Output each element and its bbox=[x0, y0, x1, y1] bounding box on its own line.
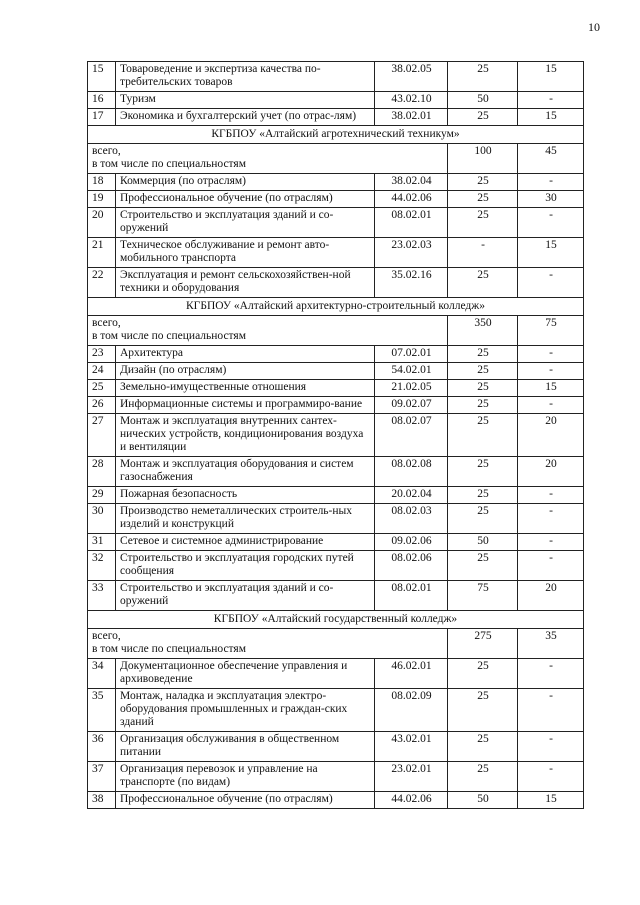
total-label-line1: всего, bbox=[92, 630, 121, 642]
value-a: 25 bbox=[448, 208, 518, 238]
specialty-name: Техническое обслуживание и ремонт авто-мобильного транспорта bbox=[116, 238, 375, 268]
total-row bbox=[88, 629, 584, 659]
specialty-code: 08.02.08 bbox=[375, 457, 448, 487]
value-b: 20 bbox=[518, 414, 584, 457]
institution-title: КГБПОУ «Алтайский архитектурно-строительный колледж» bbox=[88, 298, 584, 316]
row-number: 22 bbox=[88, 268, 116, 298]
specialty-code: 20.02.04 bbox=[375, 487, 448, 504]
value-a: 25 bbox=[448, 380, 518, 397]
specialty-name: Архитектура bbox=[116, 346, 375, 363]
total-value-b: 45 bbox=[518, 144, 584, 174]
table-row bbox=[88, 109, 584, 126]
total-label-line2: в том числе по специальностям bbox=[92, 158, 246, 170]
row-number: 17 bbox=[88, 109, 116, 126]
table-row bbox=[88, 659, 584, 689]
specialty-code: 38.02.04 bbox=[375, 174, 448, 191]
total-label bbox=[88, 144, 448, 174]
value-b: - bbox=[518, 363, 584, 380]
specialty-code: 38.02.01 bbox=[375, 109, 448, 126]
row-number: 20 bbox=[88, 208, 116, 238]
table-row bbox=[88, 380, 584, 397]
table-row bbox=[88, 487, 584, 504]
specialty-code: 54.02.01 bbox=[375, 363, 448, 380]
total-row bbox=[88, 316, 584, 346]
specialty-name: Товароведение и экспертиза качества по-требительских товаров bbox=[116, 62, 375, 92]
table-row bbox=[88, 92, 584, 109]
value-b: 15 bbox=[518, 792, 584, 809]
specialty-code: 07.02.01 bbox=[375, 346, 448, 363]
value-b: - bbox=[518, 689, 584, 732]
value-a: 25 bbox=[448, 397, 518, 414]
total-row bbox=[88, 144, 584, 174]
table-row bbox=[88, 191, 584, 208]
specialty-name: Экономика и бухгалтерский учет (по отрас-лям) bbox=[116, 109, 375, 126]
value-a: 50 bbox=[448, 92, 518, 109]
institution-title: КГБПОУ «Алтайский государственный колледж» bbox=[88, 611, 584, 629]
specialty-code: 23.02.03 bbox=[375, 238, 448, 268]
section-row bbox=[88, 126, 584, 144]
table-row bbox=[88, 689, 584, 732]
row-number: 18 bbox=[88, 174, 116, 191]
specialty-code: 08.02.01 bbox=[375, 208, 448, 238]
row-number: 36 bbox=[88, 732, 116, 762]
table-row bbox=[88, 581, 584, 611]
table-row bbox=[88, 414, 584, 457]
table-row bbox=[88, 346, 584, 363]
row-number: 26 bbox=[88, 397, 116, 414]
row-number: 37 bbox=[88, 762, 116, 792]
value-a: 75 bbox=[448, 581, 518, 611]
row-number: 34 bbox=[88, 659, 116, 689]
value-a: 50 bbox=[448, 534, 518, 551]
specialty-code: 44.02.06 bbox=[375, 792, 448, 809]
table-row bbox=[88, 504, 584, 534]
specialty-code: 21.02.05 bbox=[375, 380, 448, 397]
value-b: 15 bbox=[518, 238, 584, 268]
table-row bbox=[88, 762, 584, 792]
value-b: - bbox=[518, 346, 584, 363]
specialty-name: Организация обслуживания в общественном питании bbox=[116, 732, 375, 762]
value-a: 25 bbox=[448, 762, 518, 792]
specialty-name: Земельно-имущественные отношения bbox=[116, 380, 375, 397]
specialty-code: 35.02.16 bbox=[375, 268, 448, 298]
specialty-name: Монтаж и эксплуатация оборудования и систем газоснабжения bbox=[116, 457, 375, 487]
total-value-b: 75 bbox=[518, 316, 584, 346]
value-a: 25 bbox=[448, 268, 518, 298]
value-a: 25 bbox=[448, 62, 518, 92]
specialty-code: 08.02.09 bbox=[375, 689, 448, 732]
specialty-code: 08.02.03 bbox=[375, 504, 448, 534]
value-b: - bbox=[518, 732, 584, 762]
specialty-name: Документационное обеспечение управления и архивоведение bbox=[116, 659, 375, 689]
value-b: - bbox=[518, 268, 584, 298]
specialty-code: 09.02.06 bbox=[375, 534, 448, 551]
total-value-a: 275 bbox=[448, 629, 518, 659]
row-number: 16 bbox=[88, 92, 116, 109]
value-a: 25 bbox=[448, 457, 518, 487]
value-b: - bbox=[518, 534, 584, 551]
value-a: 25 bbox=[448, 363, 518, 380]
total-label bbox=[88, 316, 448, 346]
row-number: 35 bbox=[88, 689, 116, 732]
value-b: - bbox=[518, 551, 584, 581]
specialty-name: Строительство и эксплуатация зданий и со-оружений bbox=[116, 581, 375, 611]
specialty-name: Профессиональное обучение (по отраслям) bbox=[116, 191, 375, 208]
specialty-name: Профессиональное обучение (по отраслям) bbox=[116, 792, 375, 809]
row-number: 25 bbox=[88, 380, 116, 397]
row-number: 38 bbox=[88, 792, 116, 809]
table-row bbox=[88, 208, 584, 238]
specialty-name: Сетевое и системное администрирование bbox=[116, 534, 375, 551]
table-row bbox=[88, 732, 584, 762]
specialty-name: Производство неметаллических строитель-ных изделий и конструкций bbox=[116, 504, 375, 534]
specialty-code: 43.02.01 bbox=[375, 732, 448, 762]
value-b: 15 bbox=[518, 380, 584, 397]
table-row bbox=[88, 238, 584, 268]
specialty-code: 08.02.01 bbox=[375, 581, 448, 611]
value-b: - bbox=[518, 397, 584, 414]
specialty-name: Коммерция (по отраслям) bbox=[116, 174, 375, 191]
row-number: 19 bbox=[88, 191, 116, 208]
row-number: 29 bbox=[88, 487, 116, 504]
table-row bbox=[88, 268, 584, 298]
value-b: 20 bbox=[518, 581, 584, 611]
total-value-a: 350 bbox=[448, 316, 518, 346]
total-label-line1: всего, bbox=[92, 145, 121, 157]
section-row bbox=[88, 298, 584, 316]
specialty-name: Монтаж, наладка и эксплуатация электро-оборудования промышленных и граждан-ских зданий bbox=[116, 689, 375, 732]
specialty-name: Эксплуатация и ремонт сельскохозяйствен-ной техники и оборудования bbox=[116, 268, 375, 298]
page-number: 10 bbox=[588, 20, 600, 34]
total-value-b: 35 bbox=[518, 629, 584, 659]
section-row bbox=[88, 611, 584, 629]
specialty-code: 09.02.07 bbox=[375, 397, 448, 414]
specialty-name: Строительство и эксплуатация зданий и со-оружений bbox=[116, 208, 375, 238]
value-b: - bbox=[518, 762, 584, 792]
value-b: - bbox=[518, 92, 584, 109]
value-a: 25 bbox=[448, 689, 518, 732]
value-a: 25 bbox=[448, 732, 518, 762]
value-b: 30 bbox=[518, 191, 584, 208]
total-label-line2: в том числе по специальностям bbox=[92, 330, 246, 342]
value-b: - bbox=[518, 208, 584, 238]
table-row bbox=[88, 551, 584, 581]
total-label bbox=[88, 629, 448, 659]
row-number: 21 bbox=[88, 238, 116, 268]
total-label-line1: всего, bbox=[92, 317, 121, 329]
specialty-name: Туризм bbox=[116, 92, 375, 109]
value-b: 15 bbox=[518, 62, 584, 92]
row-number: 28 bbox=[88, 457, 116, 487]
value-a: 25 bbox=[448, 346, 518, 363]
value-a: 25 bbox=[448, 551, 518, 581]
specialty-code: 08.02.06 bbox=[375, 551, 448, 581]
specialty-name: Информационные системы и программиро-вание bbox=[116, 397, 375, 414]
value-a: 25 bbox=[448, 504, 518, 534]
table-row bbox=[88, 457, 584, 487]
specialty-code: 46.02.01 bbox=[375, 659, 448, 689]
specialty-name: Строительство и эксплуатация городских путей сообщения bbox=[116, 551, 375, 581]
specialty-code: 08.02.07 bbox=[375, 414, 448, 457]
specialty-name: Монтаж и эксплуатация внутренних сантех-нических устройств, кондиционирования воздуха и вентиляции bbox=[116, 414, 375, 457]
row-number: 27 bbox=[88, 414, 116, 457]
specialty-name: Дизайн (по отраслям) bbox=[116, 363, 375, 380]
row-number: 23 bbox=[88, 346, 116, 363]
value-a: 25 bbox=[448, 109, 518, 126]
table-row bbox=[88, 363, 584, 380]
total-value-a: 100 bbox=[448, 144, 518, 174]
value-a: 25 bbox=[448, 191, 518, 208]
specialty-code: 43.02.10 bbox=[375, 92, 448, 109]
institution-title: КГБПОУ «Алтайский агротехнический техникум» bbox=[88, 126, 584, 144]
table-row bbox=[88, 62, 584, 92]
row-number: 30 bbox=[88, 504, 116, 534]
table-row bbox=[88, 792, 584, 809]
table-row bbox=[88, 534, 584, 551]
row-number: 33 bbox=[88, 581, 116, 611]
table-row bbox=[88, 397, 584, 414]
specialty-code: 44.02.06 bbox=[375, 191, 448, 208]
value-a: 25 bbox=[448, 659, 518, 689]
row-number: 24 bbox=[88, 363, 116, 380]
value-a: 25 bbox=[448, 487, 518, 504]
table-row bbox=[88, 174, 584, 191]
row-number: 15 bbox=[88, 62, 116, 92]
row-number: 31 bbox=[88, 534, 116, 551]
value-b: - bbox=[518, 174, 584, 191]
value-b: 15 bbox=[518, 109, 584, 126]
value-b: 20 bbox=[518, 457, 584, 487]
value-a: - bbox=[448, 238, 518, 268]
value-b: - bbox=[518, 487, 584, 504]
value-b: - bbox=[518, 659, 584, 689]
value-a: 50 bbox=[448, 792, 518, 809]
specialty-code: 38.02.05 bbox=[375, 62, 448, 92]
value-b: - bbox=[518, 504, 584, 534]
total-label-line2: в том числе по специальностям bbox=[92, 643, 246, 655]
value-a: 25 bbox=[448, 414, 518, 457]
admission-table bbox=[87, 61, 584, 809]
specialty-name: Пожарная безопасность bbox=[116, 487, 375, 504]
specialty-name: Организация перевозок и управление на транспорте (по видам) bbox=[116, 762, 375, 792]
row-number: 32 bbox=[88, 551, 116, 581]
specialty-code: 23.02.01 bbox=[375, 762, 448, 792]
value-a: 25 bbox=[448, 174, 518, 191]
